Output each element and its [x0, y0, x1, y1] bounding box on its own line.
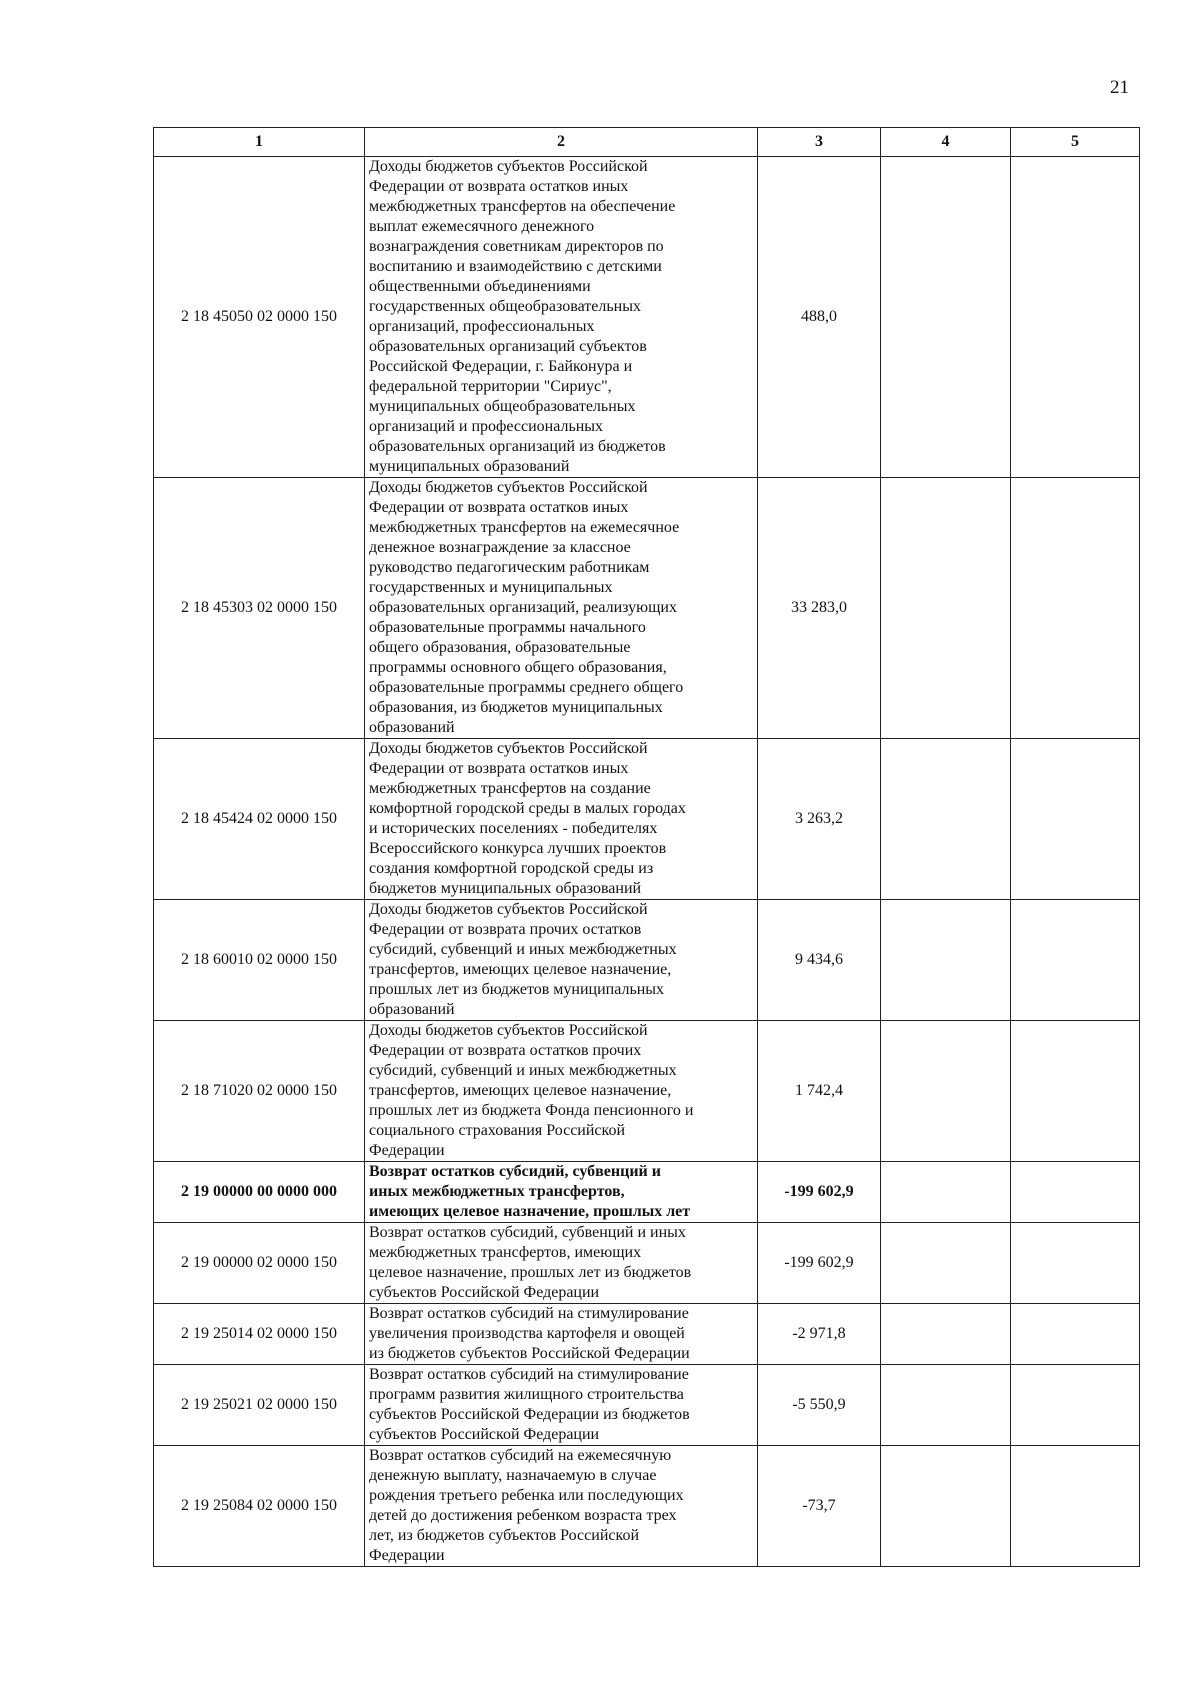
- description-line: Доходы бюджетов субъектов Российской: [369, 158, 648, 175]
- description-line: Федерации: [369, 1142, 445, 1159]
- table-row: [154, 478, 1140, 739]
- description-line: увеличения производства картофеля и овощей: [369, 1325, 685, 1342]
- description-line: субъектов Российской Федерации: [369, 1426, 600, 1443]
- amount-cell: 1 742,4: [758, 1021, 881, 1162]
- budget-code-cell: 2 18 45303 02 0000 150: [154, 478, 365, 739]
- amount-cell: -5 550,9: [758, 1365, 881, 1446]
- description-line: Федерации: [369, 1547, 445, 1564]
- description-line: межбюджетных трансфертов на обеспечение: [369, 198, 676, 215]
- description-line: бюджетов муниципальных образований: [369, 880, 642, 897]
- budget-code-cell: 2 18 45424 02 0000 150: [154, 739, 365, 900]
- description-cell: [365, 900, 758, 1021]
- column-5-cell: [1011, 1021, 1140, 1162]
- description-line: Федерации от возврата остатков иных: [369, 178, 629, 195]
- description-line: Федерации от возврата остатков прочих: [369, 1042, 642, 1059]
- column-4-cell: [881, 1162, 1011, 1223]
- description-line: межбюджетных трансфертов на ежемесячное: [369, 519, 680, 536]
- description-cell: [365, 1446, 758, 1567]
- amount-cell: -199 602,9: [758, 1162, 881, 1223]
- description-line: Возврат остатков субсидий на стимулирование: [369, 1366, 689, 1383]
- table-body: [154, 157, 1140, 1567]
- description-line: образований: [369, 1001, 455, 1018]
- budget-code-cell: 2 18 71020 02 0000 150: [154, 1021, 365, 1162]
- budget-code-cell: 2 19 00000 02 0000 150: [154, 1223, 365, 1304]
- budget-code-cell: 2 19 25014 02 0000 150: [154, 1304, 365, 1365]
- column-4-cell: [881, 1304, 1011, 1365]
- table-header-row: [154, 128, 1140, 157]
- description-line: Доходы бюджетов субъектов Российской: [369, 901, 648, 918]
- description-line: Всероссийского конкурса лучших проектов: [369, 840, 667, 857]
- column-5-cell: [1011, 1365, 1140, 1446]
- column-header: 5: [1011, 128, 1140, 157]
- description-line: субъектов Российской Федерации: [369, 1284, 600, 1301]
- description-line: Возврат остатков субсидий, субвенций и: [369, 1163, 661, 1180]
- description-line: и исторических поселениях - победителях: [369, 820, 658, 837]
- column-5-cell: [1011, 1223, 1140, 1304]
- column-4-cell: [881, 900, 1011, 1021]
- description-line: Федерации от возврата остатков иных: [369, 499, 629, 516]
- budget-code-cell: 2 19 25084 02 0000 150: [154, 1446, 365, 1567]
- description-line: руководство педагогическим работникам: [369, 559, 650, 576]
- column-header: 2: [365, 128, 758, 157]
- description-line: целевое назначение, прошлых лет из бюджетов: [369, 1264, 692, 1281]
- column-4-cell: [881, 478, 1011, 739]
- column-5-cell: [1011, 157, 1140, 478]
- description-cell: [365, 1162, 758, 1223]
- table-row: [154, 1365, 1140, 1446]
- description-line: общего образования, образовательные: [369, 639, 631, 656]
- budget-code-cell: 2 19 00000 00 0000 000: [154, 1162, 365, 1223]
- description-line: Федерации от возврата остатков иных: [369, 760, 629, 777]
- amount-cell: 3 263,2: [758, 739, 881, 900]
- column-4-cell: [881, 1021, 1011, 1162]
- description-cell: [365, 739, 758, 900]
- column-4-cell: [881, 1446, 1011, 1567]
- table-row: [154, 157, 1140, 478]
- table-row: [154, 1162, 1140, 1223]
- description-line: имеющих целевое назначение, прошлых лет: [369, 1203, 691, 1220]
- description-line: денежную выплату, назначаемую в случае: [369, 1467, 657, 1484]
- column-5-cell: [1011, 1446, 1140, 1567]
- description-line: организаций, профессиональных: [369, 318, 595, 335]
- description-line: образовательные программы среднего общего: [369, 679, 684, 696]
- description-line: Возврат остатков субсидий, субвенций и иных: [369, 1224, 686, 1241]
- amount-cell: -199 602,9: [758, 1223, 881, 1304]
- description-line: муниципальных образований: [369, 458, 570, 475]
- description-cell: [365, 478, 758, 739]
- description-line: общественными объединениями: [369, 278, 591, 295]
- amount-cell: 488,0: [758, 157, 881, 478]
- description-line: вознаграждения советникам директоров по: [369, 238, 664, 255]
- description-line: Возврат остатков субсидий на стимулирование: [369, 1305, 689, 1322]
- column-header: 3: [758, 128, 881, 157]
- description-line: Доходы бюджетов субъектов Российской: [369, 1022, 648, 1039]
- description-line: муниципальных общеобразовательных: [369, 398, 636, 415]
- description-cell: [365, 1021, 758, 1162]
- description-line: воспитанию и взаимодействию с детскими: [369, 258, 662, 275]
- description-line: создания комфортной городской среды из: [369, 860, 654, 877]
- column-header: 4: [881, 128, 1011, 157]
- column-4-cell: [881, 1365, 1011, 1446]
- table-row: [154, 739, 1140, 900]
- description-line: прошлых лет из бюджета Фонда пенсионного и: [369, 1102, 694, 1119]
- description-line: образований: [369, 719, 455, 736]
- description-cell: [365, 1223, 758, 1304]
- budget-code-cell: 2 18 45050 02 0000 150: [154, 157, 365, 478]
- description-line: выплат ежемесячного денежного: [369, 218, 595, 235]
- description-line: субсидий, субвенций и иных межбюджетных: [369, 941, 677, 958]
- description-line: образовательных организаций из бюджетов: [369, 438, 666, 455]
- column-5-cell: [1011, 478, 1140, 739]
- column-5-cell: [1011, 1304, 1140, 1365]
- description-line: Российской Федерации, г. Байконура и: [369, 358, 633, 375]
- description-line: Возврат остатков субсидий на ежемесячную: [369, 1447, 672, 1464]
- page-number: 21: [1110, 77, 1129, 98]
- description-cell: [365, 157, 758, 478]
- description-line: прошлых лет из бюджетов муниципальных: [369, 981, 665, 998]
- amount-cell: -2 971,8: [758, 1304, 881, 1365]
- amount-cell: 9 434,6: [758, 900, 881, 1021]
- column-4-cell: [881, 1223, 1011, 1304]
- budget-revenue-table: [153, 127, 1140, 1567]
- description-line: образовательные программы начального: [369, 619, 646, 636]
- description-line: образования, из бюджетов муниципальных: [369, 699, 663, 716]
- table-row: [154, 1304, 1140, 1365]
- description-line: федеральной территории "Сириус",: [369, 378, 612, 395]
- description-line: межбюджетных трансфертов на создание: [369, 780, 651, 797]
- budget-code-cell: 2 19 25021 02 0000 150: [154, 1365, 365, 1446]
- description-line: денежное вознаграждение за классное: [369, 539, 631, 556]
- column-5-cell: [1011, 900, 1140, 1021]
- description-line: межбюджетных трансфертов, имеющих: [369, 1244, 642, 1261]
- amount-cell: -73,7: [758, 1446, 881, 1567]
- description-line: трансфертов, имеющих целевое назначение,: [369, 1082, 672, 1099]
- description-line: трансфертов, имеющих целевое назначение,: [369, 961, 672, 978]
- description-line: программы основного общего образования,: [369, 659, 667, 676]
- table-row: [154, 1021, 1140, 1162]
- column-header: 1: [154, 128, 365, 157]
- budget-code-cell: 2 18 60010 02 0000 150: [154, 900, 365, 1021]
- description-line: субсидий, субвенций и иных межбюджетных: [369, 1062, 677, 1079]
- description-line: детей до достижения ребенком возраста трех: [369, 1507, 677, 1524]
- description-line: Доходы бюджетов субъектов Российской: [369, 479, 648, 496]
- description-line: Федерации от возврата прочих остатков: [369, 921, 642, 938]
- description-line: образовательных организаций субъектов: [369, 338, 647, 355]
- description-line: лет, из бюджетов субъектов Российской: [369, 1527, 640, 1544]
- description-line: образовательных организаций, реализующих: [369, 599, 677, 616]
- description-line: комфортной городской среды в малых городах: [369, 800, 686, 817]
- column-5-cell: [1011, 739, 1140, 900]
- description-line: социального страхования Российской: [369, 1122, 626, 1139]
- description-line: программ развития жилищного строительства: [369, 1386, 684, 1403]
- column-4-cell: [881, 157, 1011, 478]
- description-line: иных межбюджетных трансфертов,: [369, 1183, 625, 1200]
- description-line: из бюджетов субъектов Российской Федерации: [369, 1345, 690, 1362]
- amount-cell: 33 283,0: [758, 478, 881, 739]
- column-4-cell: [881, 739, 1011, 900]
- description-line: государственных и муниципальных: [369, 579, 613, 596]
- description-line: субъектов Российской Федерации из бюджетов: [369, 1406, 690, 1423]
- description-line: рождения третьего ребенка или последующих: [369, 1487, 684, 1504]
- description-line: государственных общеобразовательных: [369, 298, 641, 315]
- description-line: Доходы бюджетов субъектов Российской: [369, 740, 648, 757]
- table-row: [154, 900, 1140, 1021]
- column-5-cell: [1011, 1162, 1140, 1223]
- description-line: организаций и профессиональных: [369, 418, 604, 435]
- table-row: [154, 1446, 1140, 1567]
- description-cell: [365, 1304, 758, 1365]
- table-row: [154, 1223, 1140, 1304]
- description-cell: [365, 1365, 758, 1446]
